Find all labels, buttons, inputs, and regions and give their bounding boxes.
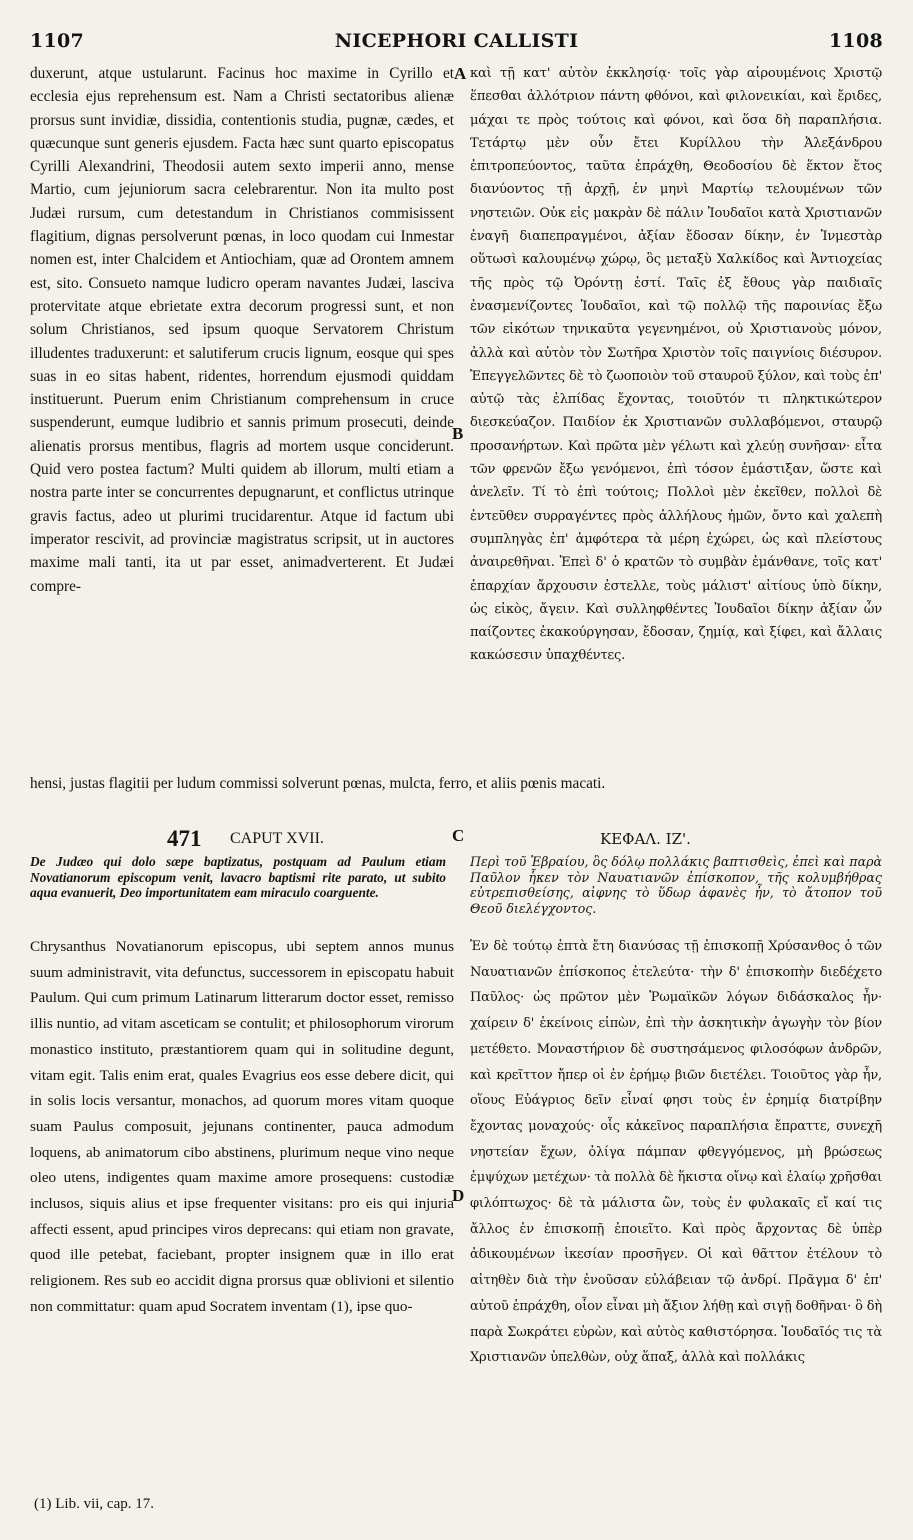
margin-letter-a: A [454, 64, 467, 83]
latin-spanning-line: hensi, justas flagitii per ludum commissi solverunt pœnas, mulcta, ferro, et aliis pœnis macati. [30, 775, 606, 792]
margin-letter-d: D [452, 1186, 465, 1205]
running-title: NICEPHORI CALLISTI [334, 30, 579, 52]
running-header [30, 30, 883, 58]
chapter-number: 471 [167, 826, 202, 851]
latin-column-top: duxerunt, atque ustularunt. Facinus hoc maxime in Cyrillo et ecclesia ejus reprehensum est. Nam a Christi sectatoribus alienæ prorsus sunt invidiæ, dissidia, contentionis studia, pugnæ, cædes, et quæcunque sunt generis ejusdem. Facta hæc sunt quarto episcopatus Cyrilli Alexandrini, Theodosii autem sexto imperii anno, mense Martio, cum jejuniorum sacra celebrarentur. Non ita multo post Judæi rursum, cum detestandum in Christianos commisissent flagitium, dignas persolverunt pœnas, in loco quodam cui Inmestar nomen est, inter Chalcidem et Antiochiam, quæ ad Orontem amnem est, sito. Consueto namque ludicro operam navantes Judæi, lasciva protervitate atque ebrietate extra decorum progressi sunt, et non solum Christianos, sed ipsum quoque Servatorem Christum illudentes traduxerunt: et salutiferum crucis lignum, eosque qui spes suas in eo sitas habent, ridentes, horrendum ejusmodi quiddam instituerunt. Puerum enim Christianum comprehensum in cruce suspenderunt, eumque ludibrio et sannis primum prosecuti, deinde alienatis prorsus mentibus, flagris ad mortem usque conciderunt. Quid vero postea factum? Multi quidem ab illorum, multi etiam a nostra parte inter se concurrentes depugnarunt, et conflictus utrinque gravis factus, adeo ut plurimi trucidarentur. Atque id factum ubi imperator rescivit, ad provinciæ magistratus scripsit, ut in auctores maxime mali tanti, ita ut par esset, animadverterent. Et Judæi compre- [30, 65, 454, 595]
latin-column-bottom: Chrysanthus Novatianorum episcopus, ubi septem annos munus suum administravit, vita defunctus, successorem in episcopatu habuit Paulum. Qui cum primum Latinarum litterarum doctor esset, remisso illis nuntio, ad vitam asceticam se contulit; et philosophorum virorum monastico instituto, præstantiorem quam qui in solitudine degunt, vitam egit. Talis enim erat, quales Evagrius eos esse debere dicit, qui in solis locis versantur, monachos, ad quorum mores vitam quoque suam Paulus composuit, jejunans continenter, pauca admodum loquens, ab animatorum cibo abstinens, plurimum neque vino neque oleo utens, indigentes quam maxime amore prosequens: custodiæ inclusos, siquis alius et ipse frequenter visitans: pro eis qui injuria affecti essent, apud principes viros deprecans: qui etiam non gravate, quod ille petebat, faciebant, propter insignem quæ in illo erat religionem. Res sub eo accidit digna prorsus quæ oblivioni et silentio non committatur: quam apud Socratem inventam (1), ipse quo- [30, 938, 454, 1315]
chapter-summary-greek: Περὶ τοῦ Ἑβραίου, ὃς δόλῳ πολλάκις βαπτισθεὶς, ἐπεὶ καὶ παρὰ Παῦλον ἧκεν τὸν Ναυατιανῶν ἐπίσκοπον, τῆς κολυμβήθρας εὐτρεπισθείσης, αἰφνης τὸ ὕδωρ ἀφανὲς ἦν, τὸ ἄτοπον τοῦ Θεοῦ διελέγχοντος. [470, 854, 882, 916]
page-number-right: 1108 [828, 30, 883, 52]
page-number-left: 1107 [30, 30, 85, 52]
margin-letter-c: C [452, 826, 465, 845]
chapter-summary-latin: De Judæo qui dolo sæpe baptizatus, postquam ad Paulum etiam Novatianorum episcopum venit, lavacro baptismi rite parato, ut subito aqua evanuerit, Deo importunitatem eam miraculo coarguente. [30, 854, 446, 901]
greek-column-bottom: Ἐν δὲ τούτῳ ἑπτὰ ἔτη διανύσας τῇ ἐπισκοπῇ Χρύσανθος ὁ τῶν Ναυατιανῶν ἐπίσκοπος ἐτελεύτα· τὴν δ' ἐπισκοπὴν διεδέχετο Παῦλος· ὡς πρῶτον μὲν Ῥωμαϊκῶν λόγων διδάσκαλος ἦν· χαίρειν δ' ἐκείνοις εἰπὼν, ἐπὶ τὴν ἀσκητικὴν ἀγωγὴν τὸν βίον μετέθετο. Μοναστήριον δὲ συστησάμενος φιλοσόφων ἀνδρῶν, καὶ κρεῖττον ἤπερ οἱ ἐν ἐρήμῳ βιῶν διετέλει. Τοιοῦτος γὰρ ἦν, οἵους Εὐάγριος δεῖν εἶναί φησι τοὺς ἐν ἐρημίᾳ διατρίβην ἔχοντας μοναχούς· οἷς κἀκεῖνος παραπλήσια ἔπραττε, συνεχῆ νηστείαν ἔχων, ὀλίγα πάμπαν φθεγγόμενος, μὴ βρώσεως ἐμψύχων μετέχων· τὰ πολλὰ δὲ ἥκιστα οἴνῳ καὶ ἐλαίῳ χρῆσθαι φιλόπτωχος· δὲ τὰ μάλιστα ὢν, τοὺς ἐν φυλακαῖς εἴ καί τις ἄλλος ἐν ἐπισκοπῇ ἐποιεῖτο. Καὶ πρὸς ἄρχοντας δὲ ὑπὲρ ἀδικουμένων ἱκεσίαν προσῆγεν. Οἱ καὶ θᾶττον ἐτέλουν τὸ αἰτηθὲν διὰ τὴν ἐνοῦσαν εὐλάβειαν τῷ ἀνδρί. Πρᾶγμα δ' ἐπ' αὐτοῦ ἐπράχθη, οἷον εἶναι μὴ ἄξιον λήθῃ καὶ σιγῇ δοθῆναι· ὃ δὴ παρὰ Σωκράτει εὑρὼν, καὶ αὐτὸς καθιστόρησα. Ἰουδαῖός τις τὰ Χριστιανῶν ὑπελθὼν, οὐχ ἅπαξ, ἀλλὰ καὶ πολλάκις [470, 939, 882, 1366]
chapter-title-latin: CAPUT XVII. [230, 830, 324, 847]
margin-letter-b: B [452, 424, 464, 443]
footnote: (1) Lib. vii, cap. 17. [34, 1496, 154, 1512]
greek-column-top: καὶ τῇ κατ' αὐτὸν ἐκκλησίᾳ· τοῖς γὰρ αἱρουμένοις Χριστῷ ἕπεσθαι ἀλλότριον πάντη φθόνοι, καὶ φιλονεικίαι, καὶ ἔριδες, μάχαι τε πρὸς τούτοις καὶ φόνοι, καὶ ὅσα δὴ παραπλήσια. Τετάρτῳ μὲν οὖν ἔτει Κυρίλλου τὴν Ἀλεξάνδρου ἐπιτροπεύοντος, ταῦτα ἐπράχθη, Θεοδοσίου δὲ ἕκτον ἔτος διανύοντος τῇ ἀρχῇ, ἐν μηνὶ Μαρτίῳ τελουμένων τῶν νηστειῶν. Οὐκ εἰς μακρὰν δὲ πάλιν Ἰουδαῖοι κατὰ Χριστιανῶν ἐναγῆ διαπεπραγμένοι, ἀξίαν ἔδοσαν δίκην, ἐν Ἰνμεστὰρ οὕτωσὶ καλουμένῳ χώρῳ, ὃς μεταξὺ Χαλκίδος καὶ Ἀντιοχείας τῆς πρὸς τῷ Ὀρόντῃ ἐστί. Ταῖς ἐξ ἔθους γὰρ παιδιαῖς ἐνασμενίζοντες Ἰουδαῖοι, καὶ τῷ πολλῷ τῆς παροινίας ἔξω τῶν εἰκότων τηνικαῦτα γεγενημένοι, οὐ Χριστιανοὺς μόνον, ἀλλὰ καὶ αὐτὸν τὸν Σωτῆρα Χριστὸν τοῖς παιγνίοις διέσυρον. Ἐπεγγελῶντες δὲ τὸ ζωοποιὸν τοῦ σταυροῦ ξύλον, καὶ τοὺς ἐπ' αὐτῷ τὰς ἐλπίδας ἔχοντας, τοιοῦτόν τι πληκτικώτερον διεσκεύαζον. Παιδίον ἐκ Χριστιανῶν συλλαβόμενοι, σταυρῷ προσανήρτων. Καὶ πρῶτα μὲν γέλωτι καὶ χλεύῃ συνῆσαν· εἶτα τῶν φρενῶν ἔξω γενόμενοι, ἐπὶ τόσον ἐμάστιξαν, ὥστε καὶ ἀνελεῖν. Τί τὸ ἐπὶ τούτοις; Πολλοὶ μὲν ἐκεῖθεν, πολλοὶ δὲ ἐντεῦθεν συρραγέντες πρὸς ἀλλήλους ἡμῶν, ὄντο καὶ χαλεπὴ συμπληγὰς ἐπ' ἀμφότερα τὰ μέρη ἐχώρει, ὡς καὶ πλείστους ἀναιρεθῆναι. Ἐπεὶ δ' ὁ κρατῶν τὸ συμβὰν ἐμάνθανε, τοῖς κατ' ἐπαρχίαν ἄρχουσιν ἐστελλε, τοὺς μάλιστ' αἰτίους ὑπὸ δίκην, ὡς εἰκὸς, ἄγειν. Καὶ συλληφθέντες Ἰουδαῖοι δίκην ἀξίαν ὧν παίζοντες ἐκακούργησαν, ἔδοσαν, ζημίᾳ, καὶ ξίφει, καὶ ἄλλαις κακώσεσιν ὑπαχθέντες. [470, 66, 882, 664]
chapter-title-greek: ΚΕΦΑΛ. ΙΖ'. [600, 830, 691, 848]
